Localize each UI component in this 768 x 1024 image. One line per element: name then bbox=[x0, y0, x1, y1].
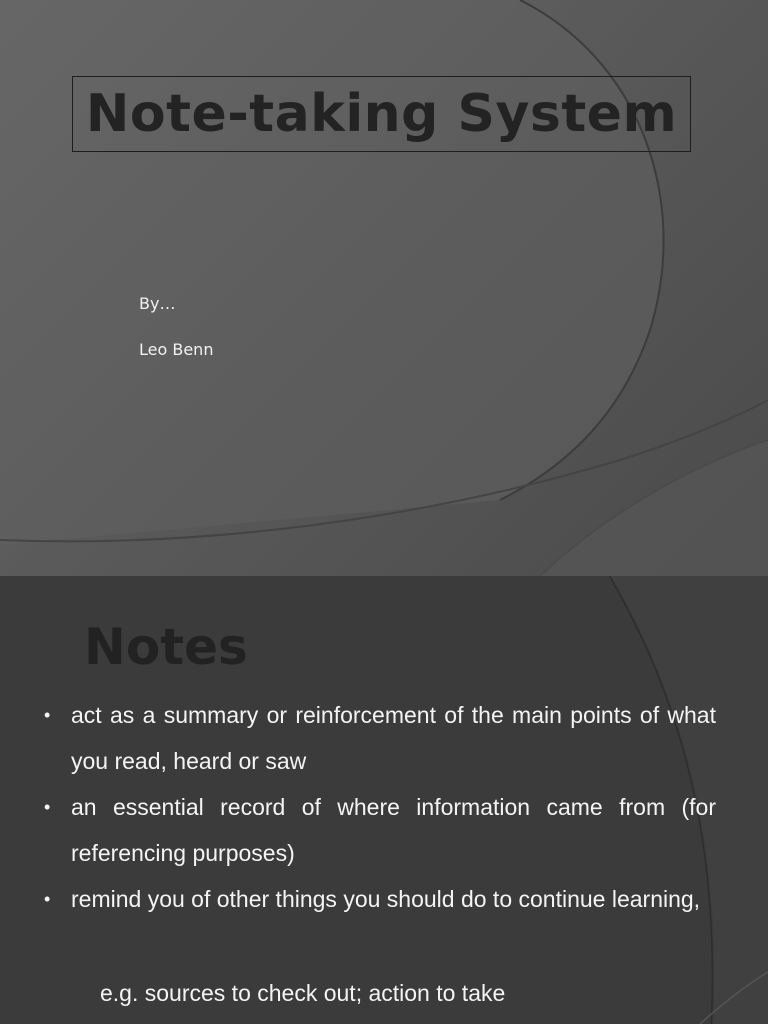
example-line: e.g. sources to check out; action to take bbox=[100, 980, 506, 1006]
bullet-item bbox=[44, 692, 716, 784]
bullet-icon: • bbox=[44, 889, 51, 909]
by-label: By… bbox=[139, 294, 176, 313]
bullet-text: an essential record of where information came from (for referencing purposes) bbox=[71, 794, 716, 866]
bullet-icon: • bbox=[44, 705, 51, 725]
bullet-text: remind you of other things you should do to continue learning, bbox=[71, 886, 701, 912]
bullet-text: act as a summary or reinforcement of the main points of what you read, heard or saw bbox=[71, 702, 716, 774]
author-name: Leo Benn bbox=[139, 340, 214, 359]
slide-title-part1: Note-taking bbox=[85, 84, 439, 144]
title-box bbox=[72, 76, 691, 152]
bullet-item bbox=[44, 784, 716, 876]
notes-slide bbox=[0, 576, 768, 1024]
bullet-list bbox=[44, 692, 716, 922]
slide-title-part2: System bbox=[457, 84, 678, 144]
bullet-icon: • bbox=[44, 797, 51, 817]
bullet-item bbox=[44, 876, 716, 922]
notes-heading: Notes bbox=[84, 618, 248, 676]
slide-title bbox=[86, 84, 677, 144]
